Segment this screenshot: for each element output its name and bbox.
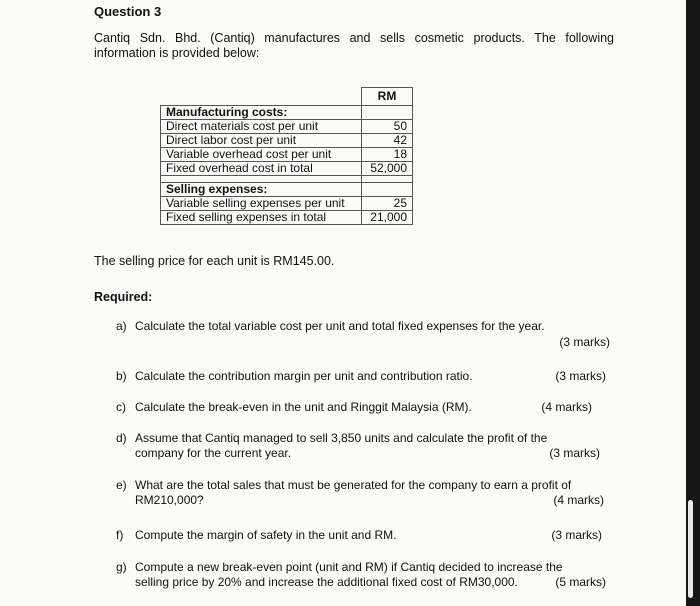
question-text-2: selling price by 20% and increase the additional fixed cost of RM30,000. xyxy=(135,575,518,589)
required-label: Required: xyxy=(94,290,153,304)
row-value: 18 xyxy=(362,148,413,162)
row-value: 42 xyxy=(362,134,413,148)
selling-price-text: The selling price for each unit is RM145.00. xyxy=(94,254,335,268)
question-letter: a) xyxy=(116,319,127,333)
question-a xyxy=(116,319,616,351)
question-marks: (3 marks) xyxy=(555,369,606,383)
row-value: 52,000 xyxy=(362,162,413,176)
question-letter: g) xyxy=(116,560,127,574)
question-letter: c) xyxy=(116,400,126,414)
scrollbar-thumb[interactable] xyxy=(688,500,693,598)
question-text: Assume that Cantiq managed to sell 3,850 units and calculate the profit of the xyxy=(135,431,548,445)
question-letter: e) xyxy=(116,478,127,492)
question-f xyxy=(116,528,602,544)
row-value: 50 xyxy=(362,120,413,134)
row-value: 25 xyxy=(362,197,413,211)
question-text: Calculate the total variable cost per unit and total fixed expenses for the year. xyxy=(135,319,545,333)
intro-paragraph: Cantiq Sdn. Bhd. (Cantiq) manufactures and sells cosmetic products. The following information is provided below: xyxy=(94,31,614,60)
question-text: Compute the margin of safety in the unit and RM. xyxy=(135,528,397,542)
question-text: Calculate the break-even in the unit and Ringgit Malaysia (RM). xyxy=(135,400,472,414)
question-text-2: RM210,000? xyxy=(135,493,204,507)
table-row xyxy=(161,197,413,211)
question-marks: (5 marks) xyxy=(555,575,606,589)
question-c xyxy=(116,400,592,416)
question-marks: (3 marks) xyxy=(551,528,602,542)
cost-table xyxy=(160,87,413,225)
row-value: 21,000 xyxy=(362,211,413,225)
table-row xyxy=(161,134,413,148)
question-text: What are the total sales that must be generated for the company to earn a profit of xyxy=(135,478,572,492)
table-row xyxy=(161,162,413,176)
row-label: Direct labor cost per unit xyxy=(161,134,362,148)
selling-title: Selling expenses: xyxy=(161,183,362,197)
question-marks: (3 marks) xyxy=(549,446,600,460)
question-heading: Question 3 xyxy=(94,4,162,19)
table-row xyxy=(161,120,413,134)
question-letter: d) xyxy=(116,431,127,445)
question-marks: (3 marks) xyxy=(559,335,610,349)
table-row xyxy=(161,211,413,225)
question-b xyxy=(116,369,606,385)
question-d xyxy=(116,431,606,463)
row-label: Fixed selling expenses in total xyxy=(161,211,362,225)
row-label: Variable overhead cost per unit xyxy=(161,148,362,162)
question-text: Compute a new break-even point (unit and RM) if Cantiq decided to increase the xyxy=(135,560,563,574)
manufacturing-title: Manufacturing costs: xyxy=(161,106,362,120)
table-row xyxy=(161,148,413,162)
row-label: Variable selling expenses per unit xyxy=(161,197,362,211)
question-g xyxy=(116,560,606,592)
table-corner xyxy=(161,88,362,106)
question-letter: f) xyxy=(116,528,124,542)
question-marks: (4 marks) xyxy=(541,400,592,414)
question-text-2: company for the current year. xyxy=(135,446,292,460)
question-text: Calculate the contribution margin per unit and contribution ratio. xyxy=(135,369,473,383)
question-e xyxy=(116,478,610,510)
row-label: Direct materials cost per unit xyxy=(161,120,362,134)
question-letter: b) xyxy=(116,369,127,383)
currency-header: RM xyxy=(362,88,413,106)
question-marks: (4 marks) xyxy=(553,493,604,507)
row-label: Fixed overhead cost in total xyxy=(161,162,362,176)
